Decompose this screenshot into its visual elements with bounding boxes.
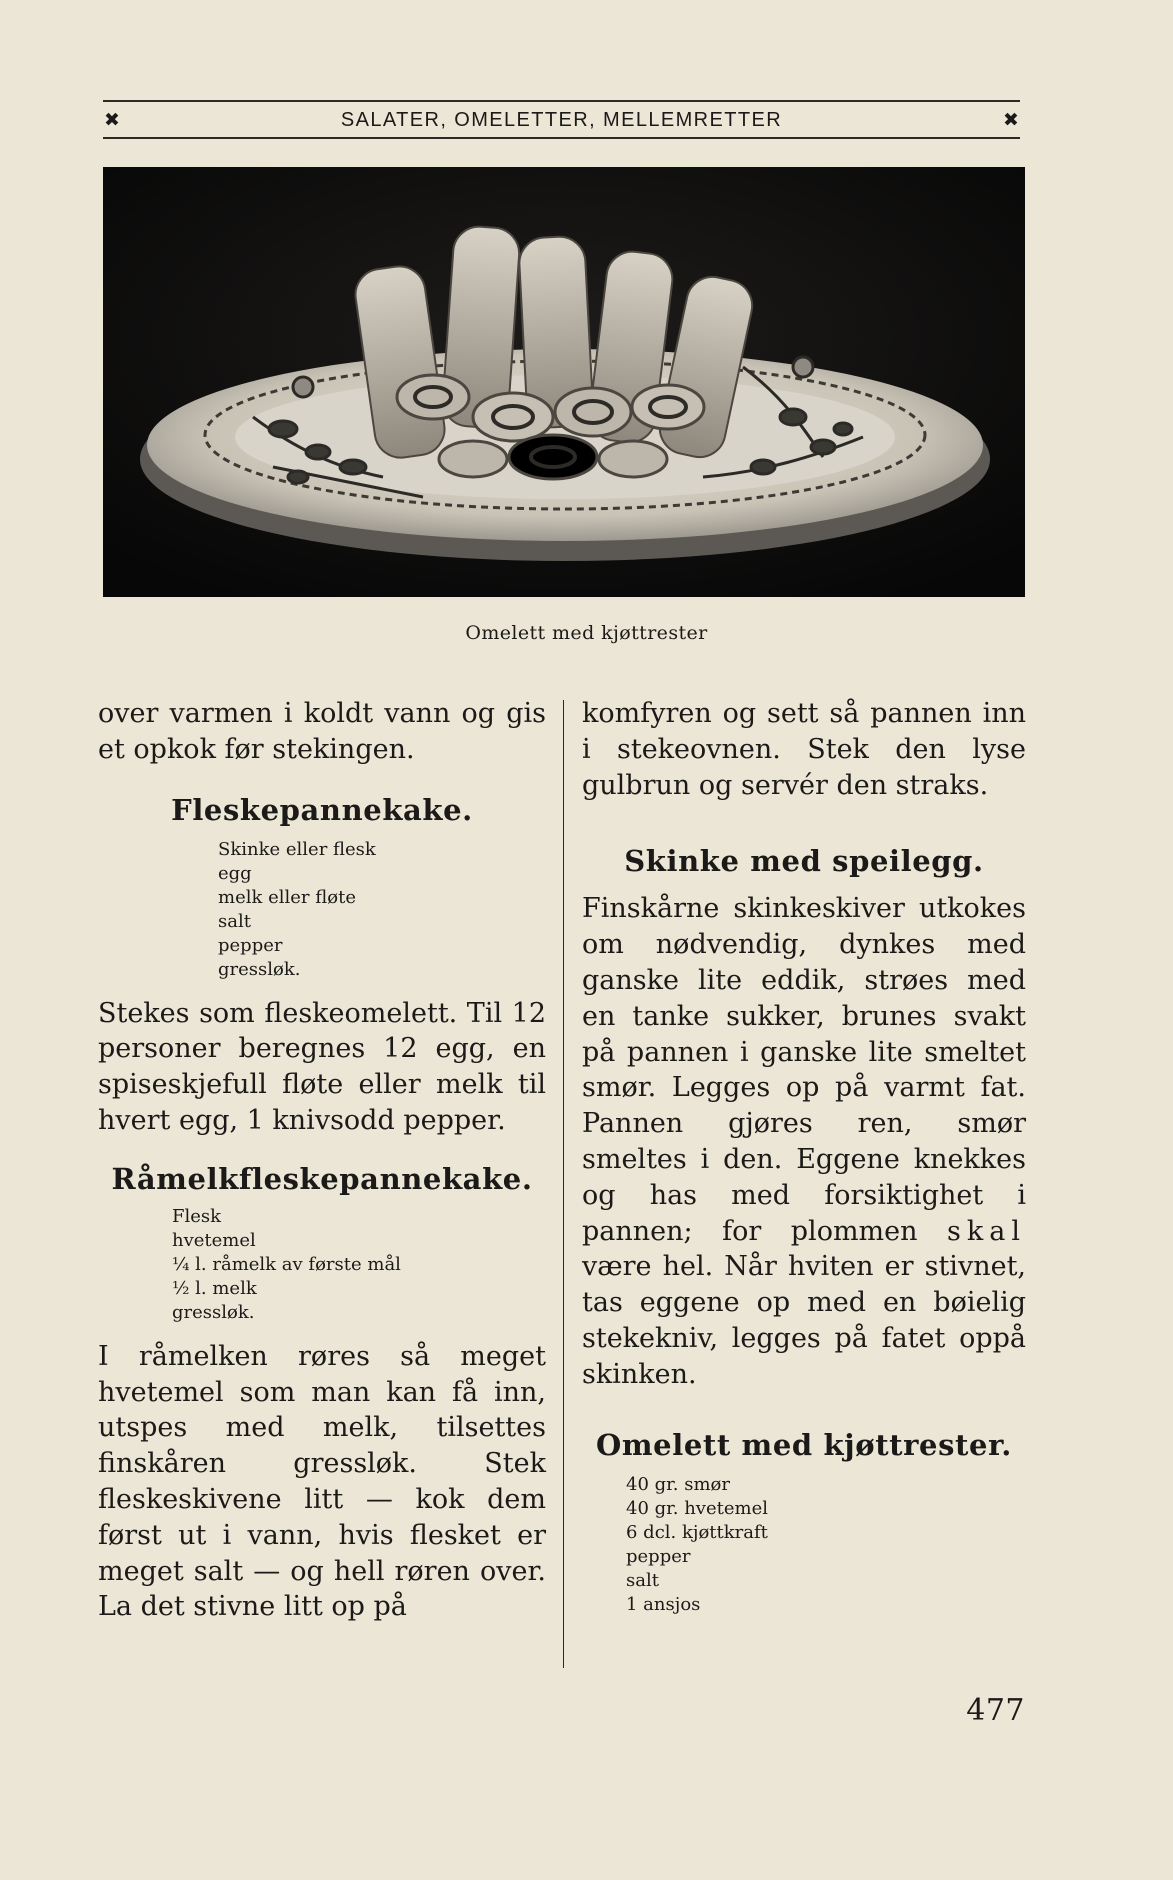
omelette-plate-illustration — [103, 167, 1025, 597]
ingredient-item: ½ l. melk — [172, 1277, 257, 1299]
header-left-ornament: ✖ — [104, 108, 120, 131]
ingredient-item: salt — [626, 1569, 659, 1591]
ingredient-item: Flesk — [172, 1205, 222, 1227]
omelette-photograph — [103, 167, 1025, 597]
column-divider — [563, 700, 564, 1668]
right-column — [582, 696, 1026, 1617]
ingredient-item: 40 gr. smør — [626, 1473, 730, 1495]
page-number: 477 — [966, 1693, 1025, 1728]
recipe-title-skinke-med-speilegg: Skinke med speilegg. — [624, 844, 984, 879]
ingredient-item: pepper — [626, 1545, 691, 1567]
header-right-ornament: ✖ — [1003, 108, 1019, 131]
recipe-title-ramelkfleskepannekake: Råmelkfleskepannekake. — [111, 1161, 533, 1196]
ingredient-item: melk eller fløte — [218, 886, 356, 908]
ingredient-item: pepper — [218, 934, 283, 956]
ingredient-list-fleskepannekake — [218, 838, 546, 982]
ingredient-item: egg — [218, 862, 252, 884]
ingredient-item: gressløk. — [218, 958, 301, 980]
ingredient-item: 40 gr. hvetemel — [626, 1497, 768, 1519]
recipe-title-fleskepannekake: Fleskepannekake. — [171, 792, 473, 827]
ingredient-item: gressløk. — [172, 1301, 255, 1323]
left-column — [98, 696, 546, 1625]
running-header — [103, 104, 1020, 136]
method-text-part1: Finskårne skinkeskiver utkokes om nødvendig, dynkes med ganske lite eddik, strøes med en tanke sukker, brunes svakt på pannen i ganske lite smeltet smør. Legges op på varmt fat. Pannen gjøres ren, smør smeltes i den. Eggene knekkes og has med forsiktighet i pannen; for plommen — [582, 893, 1026, 1247]
ingredient-item: 6 dcl. kjøttkraft — [626, 1521, 768, 1543]
ingredient-item: salt — [218, 910, 251, 932]
ingredient-item: hvetemel — [172, 1229, 256, 1251]
header-rule-top — [103, 100, 1020, 102]
ingredient-item: Skinke eller flesk — [218, 838, 376, 860]
recipe-method-fleskepannekake: Stekes som fleskeomelett. Til 12 personer beregnes 12 egg, en spiseskjefull fløte eller melk til hvert egg, 1 knivsodd pepper. — [98, 997, 546, 1136]
ingredient-item: ¼ l. råmelk av første mål — [172, 1253, 401, 1275]
left-column-intro: over varmen i koldt vann og gis et opkok før stekingen. — [98, 698, 546, 765]
recipe-method-ramelkfleskepannekake: I råmelken røres så meget hvetemel som man kan få inn, utspes med melk, tilsettes finskåren gressløk. Stek fleskeskivene litt — kok dem først ut i vann, hvis flesket er meget salt — og hell røren over. La det stivne litt op på — [98, 1340, 546, 1623]
ingredient-list-omelett-med-kjottrester — [626, 1473, 1026, 1617]
recipe-method-skinke-med-speilegg — [582, 891, 1026, 1392]
recipe-title-omelett-med-kjottrester: Omelett med kjøttrester. — [596, 1427, 1012, 1462]
header-rule-bottom — [103, 137, 1020, 139]
figure-caption: Omelett med kjøttrester — [465, 622, 708, 644]
method-emphasis: skal — [947, 1215, 1026, 1247]
ingredient-list-ramelkfleskepannekake — [172, 1205, 546, 1325]
running-header-title: SALATER, OMELETTER, MELLEMRETTER — [340, 108, 783, 131]
right-column-continuation: komfyren og sett så pannen inn i stekeovnen. Stek den lyse gulbrun og servér den straks. — [582, 698, 1026, 801]
method-text-part2: være hel. Når hviten er stivnet, tas eggene op med en bøielig stekekniv, legges på fatet oppå skinken. — [582, 1251, 1026, 1390]
ingredient-item: 1 ansjos — [626, 1593, 701, 1615]
